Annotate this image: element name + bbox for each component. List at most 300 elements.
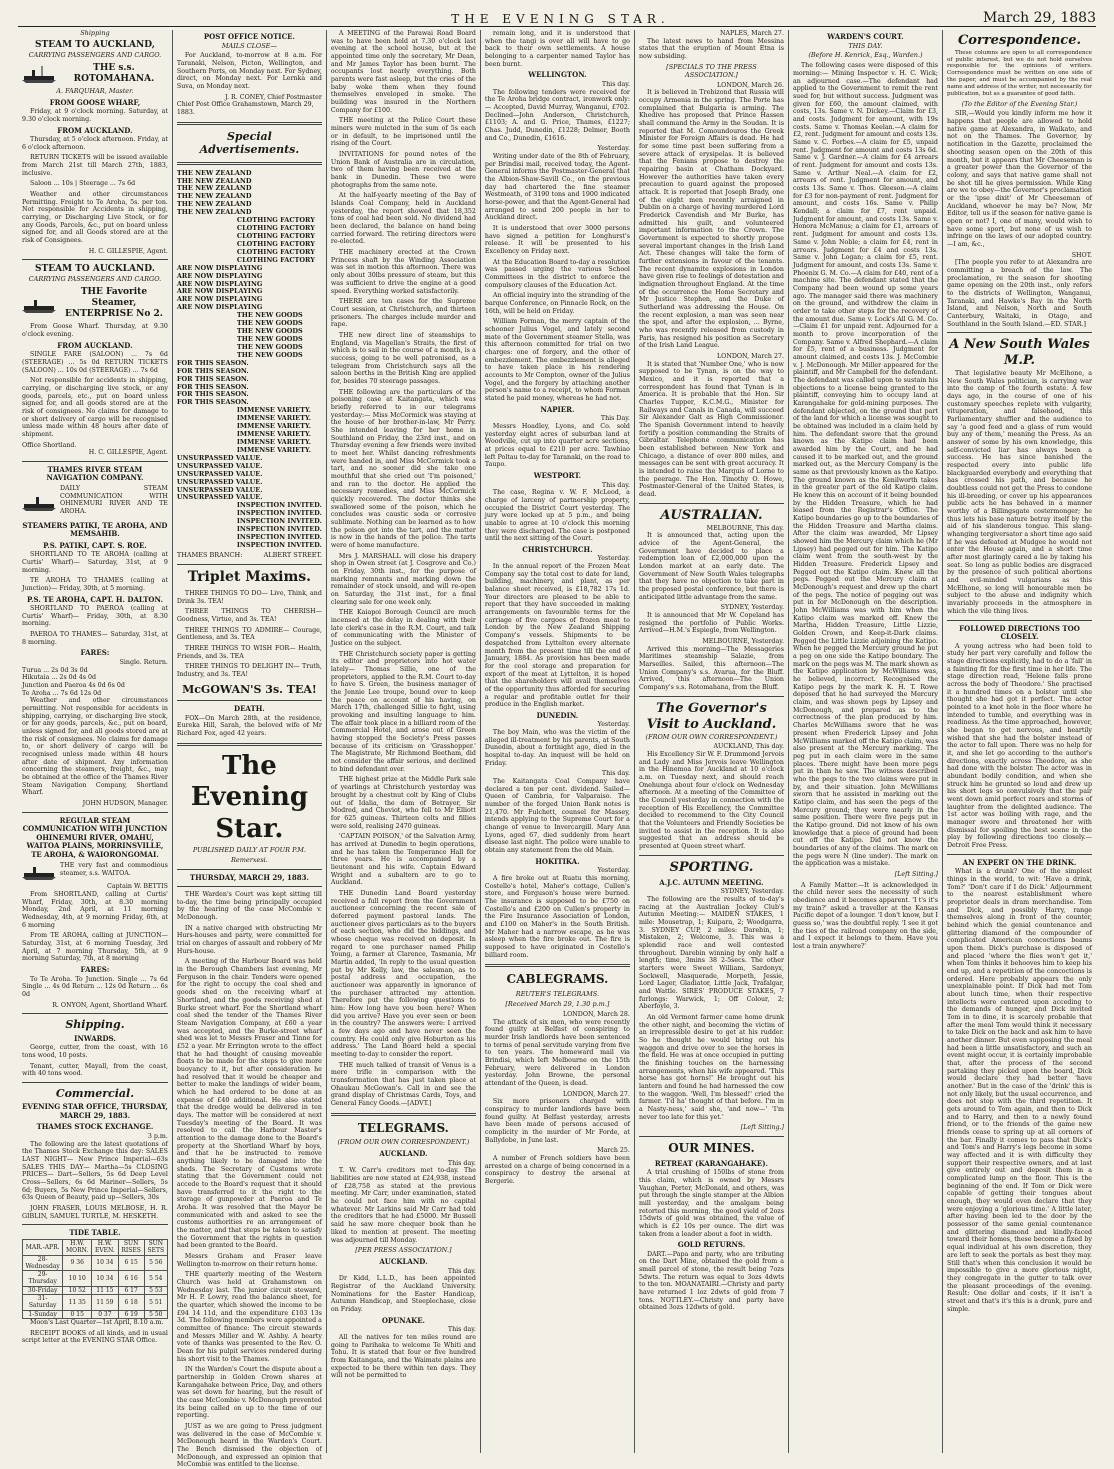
ad-title: THAMES RIVER STEAM NAVIGATION COMPANY. bbox=[46, 464, 144, 483]
triplet-line: THREE THINGS TO WISH FOR— Health, Friends, and 3s. TEA bbox=[176, 644, 322, 660]
clothing-ad bbox=[177, 170, 322, 550]
dateline: WESTPORT. bbox=[533, 471, 582, 480]
dateline: HOKITIKA. bbox=[535, 856, 580, 866]
tide-cell: 1-Sunday bbox=[23, 1310, 63, 1318]
dateline: CHRISTCHURCH. bbox=[522, 544, 593, 554]
ad-line: FOR THIS SEASON. bbox=[176, 366, 249, 375]
news-paragraph: It is believed in Trebizond that Russia will occupy Armenia in the spring. The Porte has complained that Bulgaria is arming. The Khedive has proposed that Prince Hassen shall command the Army in the Soudan. It is reported that M. Comoundouros the Greek Minister for Foreign Affairs is dead. He had for some time past been suffering from a severe attack of erysipelas. It is believed that the Fenians propose to destroy the repairing basin at Chatham Dockyard. However the authorities have taken every precaution to guard against the proposed attack. It is reported that Joseph Brady, one of the eight men recently arraigned in Dublin on a charge of having murdered Lord Frederick Cavendish and Mr Burke, has admitted his guilt, and volunteered important information to the Crown. The Government is expected to shortly propose several important changes in the Irish Land Act. These changes will take the form of further extensions in favour of the tenants. The recent dynamite explosions in London have given rise to feelings of detestation and indignation throughout England. At the time of the occurrence the Home Secretary and Mr Justice Stephen, and the Duke of Sutherland was addressing the House. On the recent explosion, a man was seen near the spot, and after the explosion, ... Byrne, who was recently released from custody in Paris, has resigned his position as Secretary of the Irish Land League. bbox=[638, 89, 784, 350]
tide-cell: 6 19 bbox=[118, 1310, 144, 1318]
notice-text: Not responsible for accidents in shipping, carrying, or discharging live stock, or any goods, parcels, etc., put on board unless signed for, and all goods stored are at the risk of consignees. No claims for damage to or short delivery of cargo will be recognised unless made within 48 hours after date of shipment. bbox=[22, 377, 168, 438]
column-4 bbox=[480, 30, 634, 1453]
exchange-label: THAMES STOCK EXCHANGE. bbox=[36, 1122, 154, 1132]
divider bbox=[177, 700, 322, 701]
shipping-entry: Tenant, cutter, Mayall, from the coast, with 40 tons wood. bbox=[22, 1062, 168, 1078]
ad-line: ARE NOW DISPLAYING bbox=[176, 303, 263, 312]
ad-line: CLOTHING FACTORY bbox=[236, 216, 315, 225]
news-paragraph: Dr Kidd, L.L.D., has been appointed Registrar of the Auckland University. Nominations for the Easter Handicap, Autumn Handicap, and Steeplechase, close on Friday. bbox=[330, 1275, 476, 1313]
news-paragraph: A trial crushing of 150lbs of stone from this claim, which is owned by Messrs Vaughan, Porter, McDonald, and others, was put through the single stamper at the Albion mill yesterday, and the amalgam being retorted this morning, the good yield of 2ozs 15dwts of gold was obtained, the value of which is £2 10s per ounce. The dirt was taken from a leader about a foot in width. bbox=[638, 1169, 784, 1238]
cablegrams-heading: CABLEGRAMS. bbox=[506, 972, 609, 987]
mcgowan-tea: McGOWAN'S 3s. TEA! bbox=[182, 682, 317, 696]
news-paragraph: The following tenders were received for the Te Aroha bridge contract, ironwork only:— Accepted, David Murray, Wanganui, £702. Declined—John Anderson, Christchurch, £1103; A. and G. Price, Thames, £1227; Chas. Judd, Dunedin, £1228; Delmer, Booth and Co., Dunedin, £1616. bbox=[484, 88, 630, 142]
ad-line: THE NEW GOODS bbox=[236, 319, 303, 328]
branch-street: ALBERT STREET. bbox=[263, 550, 322, 559]
ad-line: UNSURPASSED VALUE. bbox=[176, 461, 263, 470]
special-line: [SPECIALS TO THE PRESS ASSOCIATION.] bbox=[666, 62, 757, 79]
news-paragraph: At the half-yearly meeting of the Bay of Islands Coal Company, held in Auckland yesterday, the report showed that 18,352 tons of coal had been sold. No dividend had been declared, the balance on hand being carried forward. The retiring directors were re-elected. bbox=[330, 192, 476, 246]
tide-cell: 0 37 bbox=[92, 1310, 118, 1318]
tide-cell: 5 50 bbox=[144, 1310, 167, 1318]
retreat-title: RETREAT (KARANGAHAKE). bbox=[654, 1158, 768, 1168]
dateline-day: Yesterday. bbox=[597, 721, 630, 729]
dateline-day: This Day. bbox=[600, 415, 630, 423]
divider bbox=[22, 812, 168, 813]
fares-head: Single. Return. bbox=[119, 659, 168, 667]
ad-line: ARE NOW DISPLAYING bbox=[176, 287, 263, 296]
divider bbox=[947, 620, 1092, 621]
tide-cell: 5 54 bbox=[144, 1271, 167, 1287]
ad-line: IMMENSE VARIETY. bbox=[236, 445, 312, 454]
news-paragraph: His Excellency Sir W. F. Drummond Jervois and Lady and Miss Jervois leave Wellington in the Hinemoa for Auckland at 10 o'clock a.m. on Tuesday next, and should reach Onehunga about four o'clock on Wednesday afternoon. At a meeting of the Committee of the Council yesterday in connection with the reception of His Excellency, the Committee decided to recommend to the City Council that the Volunteers and Friendly Societies be invited to assist in the reception. It is also suggested that an address should be presented at Queen street wharf. bbox=[638, 751, 784, 851]
fares-text: To Te Aroha. To Junction. Single ... 7s 6d Single ... 4s 0d Return ... 12s 0d Return ... 6s 0d bbox=[22, 975, 168, 999]
tide-cell: 5 53 bbox=[144, 1286, 167, 1294]
news-paragraph: The latest news to hand from Messina states that the eruption of Mount Etna is now subsiding. bbox=[638, 37, 784, 61]
australian-heading: AUSTRALIAN. bbox=[660, 507, 763, 523]
ad-line: ARE NOW DISPLAYING bbox=[176, 279, 263, 288]
news-paragraph: IN a native charged with obstructing Mr Hurs-houses and party, were committed for trial on charges of assault and robbery of Mr Hurs-house. bbox=[176, 924, 322, 955]
ad-line: CLOTHING FACTORY bbox=[236, 239, 315, 248]
tide-cell: 6 17 bbox=[118, 1286, 144, 1294]
sailing-text: From Goose Wharf. Thursday, at 9.30 o'clock evening. bbox=[22, 323, 168, 338]
fare-row: Junction and Paeroa 4s 0d 6s 0d bbox=[22, 682, 125, 690]
tide-cell: 29-Thursday bbox=[23, 1271, 63, 1287]
news-paragraph: Arrived this morning—The Messageries Maritimes steamship Salazie, from Marseilles. Sailed, this afternoon—The Union Company's s.s. Avarua, for the Bluff. Arrived, this afternoon—The Union Company's s.s. Rotomahana, from the Bluff. bbox=[638, 645, 784, 692]
news-paragraph: The Kaitangata Coal Company have declared a ten per cent. dividend. Sailed—Queen of Cambria, for Valparaiso. The number of the forged Union Bank notes is 21,470. Mr Fulchett, counsel for Massey, intends applying to the Supreme Court for a change of venue to Invercargill. Mary Ann Lyons, aged 67, died suddenly from heart disease last night. The police were unable to obtain any statement from the old Main. bbox=[484, 778, 630, 855]
sailing-text: Thursday, at 5 o'clock afternoon. Friday, at 6 o'clock afternoon. bbox=[22, 136, 168, 151]
ad-title: STEAM TO AUCKLAND. bbox=[35, 264, 155, 275]
postoffice-title: POST OFFICE NOTICE. bbox=[203, 32, 295, 41]
dateline-day: This day. bbox=[447, 1326, 476, 1334]
commercial-heading: Commercial. bbox=[55, 1087, 135, 1100]
fare-row: Te Aroha ... 7s 6d 12s 0d bbox=[22, 689, 102, 697]
correspondence-note: These columns are open to all correspondence of public interest, but we do not hold ourselves responsible for the opinions of writers. Correspondence must be written on one side of the paper, and must be accompanied by the real name and address of the writer, not necessarily for publication, but as a guarantee of good faith. bbox=[946, 49, 1092, 97]
news-paragraph: A number of French soldiers have been arrested on a charge of being concerned in a conspiracy to destroy the arsenal at Bergerie. bbox=[484, 1154, 630, 1185]
news-paragraph: A meeting of the Harbour Board was held in the Borough Chambers last evening, Mr Ferguson in the chair. Tenders were opened for the right to occupy the coal shed and goods shed on the receiving wharf at Shortland, and the goods receiving shed at Burke street wharf. For the Shortland wharf coal shed the tender of the Thames River Steam Navigation Company, at £60 a year was accepted, and the Burke-street wharf shed was let to Messrs Fraser and Tinne for £52 a year. Mr Errington wrote to the effect that he had thought of causing moveable floats to be made for the steps to give more buoyancy to it, but after consideration he had resolved that it would be cheaper and better to make the landings of wider beam, which he had ordered to be done at an expense of £40 additional. He also stated that the dredge would be delivered in ten days. The matter will be considered at next Tuesday's meeting of the Board. It was resolved to call the Harbour Master's attention to the damage done to the Board's property at the Shortland Wharf by boys, and that he be instructed to remove anything likely to be damaged into the sheds. The Secretary of Customs wrote stating that the Government could not accede to the Board's request that it should have transferred to it the right to the storage of gunpowder at Paeroa and Te Aroha. It was resolved that the Mayor be communicated with and asked to see the customs authorities re an arrangement of the matter, and that steps be taken to satisfy the Government that the rights in question had been granted to the Board. bbox=[176, 958, 322, 1250]
tide-header-row bbox=[23, 1239, 168, 1255]
ship-ad bbox=[22, 286, 168, 321]
branch-line bbox=[177, 552, 322, 560]
news-paragraph: A MEETING of the Parawai Road Board was to have been held at 7.30 o'clock last evening at the school house, but at the appointed time only the secretary, Mr Dean, and Mr James Taylor has been burnt. The occupants lost nearly everything. Both parents were fast asleep, but the cries of the baby woke them when they found themselves enveloped in smoke. The building was insured in the Northern Company for £100. bbox=[330, 30, 476, 114]
postoffice-sub: MAILS CLOSE— bbox=[221, 41, 277, 50]
exchange-time: 3 p.m. bbox=[147, 1133, 168, 1140]
shipping-heading: Shipping. bbox=[65, 1018, 125, 1032]
postoffice-sig2: Chief Post Office Grahamstown, March 29, 1883. bbox=[176, 101, 314, 117]
warden-heading: WARDEN'S COURT. bbox=[827, 32, 904, 41]
sailing-text: SHORTLAND TO TE AROHA (calling at Curtis' Wharf)— Saturday, 31st, at 9 morning. bbox=[22, 551, 168, 574]
triplet-line: THREE THINGS TO CHERISH— Goodness, Virtue, and 3s. TEA! bbox=[176, 608, 322, 623]
news-paragraph: Mrs J. MARSHALL will close his drapery shop in Owen street (at J. Cosgrove and Co.) on Friday, 30th inst., for the purpose of marking remnants and marking down the remainder of stock unsold, and will re-open on Saturday, the 31st inst., for a final clearing sale for one week only. bbox=[330, 552, 476, 606]
news-paragraph: THE meeting at the Police Court these miners were mulcted in the sum of 5s each or in default, to be imprisoned until the rising of the Court. bbox=[330, 117, 476, 148]
news-paragraph: The attack of six men, who were recently found guilty at Belfast of conspiring to murder Irish landlords have been sentenced to terms of penal servitude varying from five to ten years. The homeward mail via Brindisi, which left Melbourne on the 15th February, were delivered in London yesterday. John Browne, the personal attendant of the Queen, is dead. bbox=[484, 1018, 630, 1087]
divider bbox=[639, 696, 784, 697]
ad-line: INSPECTION INVITED. bbox=[236, 501, 322, 510]
sailing-text: From TE AROHA, calling at JUNCTION— Saturday, 31st, at 6 morning Tuesday, 3rd April, at 7 morning Thursday, 5th, at 9 morning Saturday, 7th, at 8 morning bbox=[22, 932, 168, 963]
news-paragraph: T. W. Carr's creditors met to-day. The liabilities are now stated at £24,938, instead of £28,758 as stated at the previous meeting. Mr Carr, under examination, stated he could not face him with no capital whatever. Mr Larkins said Mr Carr had told the creditors that he had £5000. Mr Bussell said he saw more chequer book than he liked to mention at present. The meeting was adjourned till Monday. bbox=[330, 1167, 476, 1244]
tide-table bbox=[22, 1239, 168, 1319]
governor-heading: The Governor's Visit to Auckland. bbox=[646, 700, 777, 732]
news-paragraph: THERE are ten cases for the Supreme Court session, at Christchurch, and thirteen prisoners. The charges include murder and rape. bbox=[330, 298, 476, 329]
tide-row bbox=[23, 1310, 168, 1318]
news-paragraph: THE Dunedin Land Board yesterday received a full report from the Government auctioneer concerning the recent sale of deferred payment pastoral lands. The auctioneer gives particulars as to the buyers of each section, who did the biddings, and whose cheque was received on deposit. In regard to one purchaser named Philip Young, a farmer at Clarence, Tasmania, Mr Martin added, 'In reply to the usual question put by Mr Kelly, law, the salesman, as to postal address and occupation, the auctioneer was apparently in ignorance of the purchaser attracted my attention. Therefore put the following questions to him: How long have you been here? When did you arrive? Have you ever seen or been in the country? The answers were: I arrived a few days ago and have never seen the country. He could only give Hoburton as his address.' The Land Board held a special meeting to-day to consider the report. bbox=[330, 889, 476, 1058]
ad-body: DAILY STEAM COMMUNICATION WITH OHINEMURI RIVER AND TE AROHA. bbox=[60, 484, 168, 515]
ad-line: THE NEW GOODS bbox=[236, 335, 303, 343]
press-assoc: [PER PRESS ASSOCIATION.] bbox=[355, 1246, 452, 1255]
ad-line: INSPECTION INVITED. bbox=[236, 509, 322, 518]
ad-line: INSPECTION INVITED. bbox=[236, 540, 322, 549]
news-paragraph: THE Christchurch society paper is getting its editor and proprietors into hot water lately— Thomas Sillie, one of the proprietors, applied to the R.M. Court to-day to have S. Green, the business manager of the Jennie Lee troupe, bound over to keep the peace on account of his having, on March 17th, challenged Sillie to fight, using provoking and insulting language to him. The affair took place in a billiard room of the Commercial Hotel, and arose out of Green having stopped the Society's Press passes because of its criticism on 'Grasshopper.' The Magistrate, Mr Richmond Beetham, did not consider the affair serious, and declined to bind defendant over. bbox=[330, 650, 476, 773]
from-label: FROM GOOSE WHARF, bbox=[49, 97, 141, 107]
divider bbox=[177, 122, 322, 125]
dateline: OPUNAKE. bbox=[381, 1315, 425, 1325]
tide-row bbox=[23, 1271, 168, 1287]
tide-head: SUN RISES bbox=[118, 1239, 144, 1255]
dateline-day: This day. bbox=[447, 1159, 476, 1167]
news-paragraph: A fire broke out at Ruatu this morning, Costello's hotel, Maher's cottage, Cullen's store, and Ferguson's house were burned. The insurance is supposed to be £750 on Costello's and £200 on Cullen's property in the Fire Insurance Association of London, and £100 on Maher's in the South British. Mr Maher had a narrow escape, as he was asleep when the fire broke out. The fire is supposed to have originated in Costello's billiard room. bbox=[484, 875, 630, 959]
news-paragraph: It is understood that over 3000 persons have signed a petition for Longhurst's release. It will be presented to his Excellency on Friday next. bbox=[484, 224, 630, 255]
divider bbox=[177, 886, 322, 887]
news-paragraph: DART.—Papa and party, who are tributing on the Dart Mine, obtained the gold from a small parcel of stone, the result being 7ozs 5dwts. The return was equal to 3ozs 4dwts to the ton. MOANATAIRI.—Christy and party have returned 1 loz 2dwts of gold from 7 tons. NOTTLEY.—Christy and party have obtained 3ozs 12dwts of gold. bbox=[638, 1250, 784, 1312]
column-5 bbox=[634, 30, 788, 1453]
news-paragraph: remain long, and it is understood that when the tangi is over all will have to go back to their own settlements. A house belonging to a carpenter named Taylor has been burnt. bbox=[484, 30, 630, 68]
fares-title: FARES: bbox=[80, 965, 110, 975]
ad-line: THE NEW ZEALAND bbox=[176, 208, 252, 217]
tide-cell: 9 36 bbox=[63, 1255, 92, 1271]
agent-sig: JOHN HUDSON, Manager. bbox=[82, 800, 168, 808]
fares-text: SINGLE FARE (SALOON) ... 7s 6d (STEERAGE) ... 5s 0d RETURN TICKETS (SALOON) ... 10s 0d (STEERAGE) ... 7s 6d bbox=[22, 351, 168, 374]
dateline: MELBOURNE, This day. bbox=[706, 524, 784, 532]
return-text: RETURN TICKETS will be issued available from March 21st till March 27th, 1883, inclusive. bbox=[22, 154, 168, 177]
tide-head: H.W. MORN. bbox=[63, 1239, 92, 1255]
news-paragraph: 'CAPTAIN POISON,' of the Salvation Army, has arrived at Dunedin to begin operations, and he has taken the Temperance Hall for three years. He is accompanied by a lieutenant and his wife. Captain Edward Wright and a subaltern are to go to Auckland. bbox=[330, 833, 476, 887]
divider bbox=[177, 162, 322, 165]
tide-cell: 6 16 bbox=[118, 1271, 144, 1287]
tide-cell: 10 10 bbox=[63, 1271, 92, 1287]
masthead-title: THE EVENING STAR. bbox=[451, 12, 670, 26]
divider bbox=[22, 1082, 168, 1083]
news-paragraph: Six more prisoners charged with conspiracy to murder landlords have been found guilty. At Belfast yesterday, arrests have been made of persons accused of complicity in the murder of Mr Forde, at Ballydobe, in June last. bbox=[484, 1098, 630, 1144]
followed-heading: FOLLOWED DIRECTIONS TOO CLOSELY. bbox=[959, 623, 1080, 642]
news-paragraph: It is announced that Mr W. Copeland has resigned the portfolio of Public Works. Arrived—H.M.'s Espiegle, from Wellington. bbox=[638, 612, 784, 635]
tide-cell: 5 56 bbox=[144, 1255, 167, 1271]
ship-ad bbox=[22, 485, 168, 519]
from-label: FROM AUCKLAND. bbox=[57, 340, 133, 350]
postoffice-sig: J. R. CONEY, Chief Postmaster bbox=[224, 93, 322, 101]
divider bbox=[22, 461, 168, 462]
steamers-label: STEAMERS PATIKI, TE AROHA, AND MEMSAHIB. bbox=[22, 520, 168, 539]
governor-sub: (FROM OUR OWN CORRESPONDENT.) bbox=[645, 732, 778, 741]
news-paragraph: THE new direct line of steamships to England, via Magellan's Straits, the first of which is to sail in the course of a month, is a success, going to be well patronised, as a telegram from Christchurch says all the saloon berths in the British King are applied for, besides 70 steerage passages. bbox=[330, 331, 476, 385]
news-paragraph: Writing under date of the 8th of February, per Brindisi mail, received today, the Agent-General informs the Postmaster-General that the Albion-Shaw-Savill Co., on the previous day had chartered the fine steamer Westmeath, of 3190 tons and 1900 indicated horse-power, and that the Agent-General had arranged to send 200 people in her to Auckland direct. bbox=[484, 152, 630, 222]
divider bbox=[177, 869, 322, 870]
column-1 bbox=[18, 30, 172, 1453]
triplet-line: THREE THINGS TO DO— Live, Think, and Drink 3s. TEA! bbox=[176, 589, 322, 605]
dateline-day: This day. bbox=[601, 80, 630, 88]
receipt-ad: RECEIPT BOOKS of all kinds, and in usual script letter at the EVENING STAR Office. bbox=[22, 1329, 168, 1345]
left-sitting: [Left Sitting.] bbox=[894, 870, 938, 878]
exchange-body: The following are the latest quotations of the Thames Stock Exchange this day: SALES LAST NIGHT— New Prince Imperial—63s SALES THIS DAY— Martha—5s CLOSING PRICES— Dart—Sellers, 5s 6d Deep Level Cross—Sellers, 6s 6d Mariner—Sellers, 5s 6d; Buyers, 5s New Prince Imperial—Sellers, 63s Queen of Beauty, paid up—Sellers, 30s bbox=[22, 1140, 168, 1202]
dateline-day: This day. bbox=[601, 481, 630, 489]
ad-line: THE NEW ZEALAND bbox=[176, 184, 252, 193]
masthead bbox=[18, 6, 1096, 27]
column-2 bbox=[172, 30, 326, 1469]
published-line: PUBLISHED DAILY AT FOUR P.M. bbox=[192, 845, 306, 854]
ad-line: THE NEW GOODS bbox=[236, 327, 303, 336]
tide-cell: 11 35 bbox=[63, 1295, 92, 1311]
tide-cell: 6 18 bbox=[118, 1295, 144, 1311]
warden-before: (Before H. Kenrick, Esq., Warden.) bbox=[808, 51, 923, 60]
dateline: LONDON, March 27. bbox=[562, 1090, 630, 1098]
divider bbox=[22, 1013, 168, 1014]
to-editor: (To the Editor of the Evening Star.) bbox=[961, 99, 1078, 108]
dateline: AUCKLAND. bbox=[379, 1149, 428, 1159]
ad-line: INSPECTION INVITED. bbox=[236, 517, 322, 526]
ad-line: FOR THIS SEASON. bbox=[176, 382, 249, 391]
ad-line: ARE NOW DISPLAYING bbox=[176, 295, 263, 304]
ad-line: FOR THIS SEASON. bbox=[176, 374, 249, 383]
divider bbox=[947, 332, 1092, 333]
steamship-icon bbox=[22, 861, 56, 881]
divider bbox=[639, 855, 784, 856]
news-paragraph: An old Vermont farmer came home drunk the other night, and becoming the victim of an irrepressible desire to get at his rudder. So he thought he would bring out his waggon and drive over to see the horses in the field. He was at once occupied in putting the finishing touches on the harnessing arrangements, when his wife appeared. 'This horse has got horns!' He brought out his lantern and found he had harnessed the cow to the waggon. 'Well, I'm blessed!' cried the farmer. 'I'd ha' thought of that before. I'm in a Nasty-ness,' said she, 'and now—' 'I'm never too late for this yet.' bbox=[638, 1013, 784, 1121]
news-paragraph: The case, Regina v. W. F. McLeod, a charge of larceny of partnership property, occupied the District Court yesterday. The jury were locked up at 5 p.m., and being unable to agree at 10 o'clock this morning they were discharged. The case is postponed until the next sitting of the Court. bbox=[484, 489, 630, 543]
tide-cell: 28-Wednesday bbox=[23, 1255, 63, 1271]
ad-line: CLOTHING FACTORY bbox=[236, 247, 315, 256]
column-7 bbox=[942, 30, 1096, 1453]
news-paragraph: The boy Main, who was the victim of the alleged ill-treatment by his parents, at South Dunedin, about a fortnight ago, died in the hospital to-day. An inquest will be held on Friday. bbox=[484, 729, 630, 767]
news-paragraph: THE machinery erected at the Crown Princess shaft by the Winding Association was set in motion this afternoon. There was only about 30lbs pressure of steam, but this was sufficient to drive the engine at a good speed. Everything worked satisfactorily. bbox=[330, 249, 476, 295]
ad-line: INSPECTION INVITED. bbox=[236, 525, 322, 534]
issue-date: THURSDAY, MARCH 29, 1883. bbox=[189, 872, 309, 882]
telegrams-sub: (FROM OUR OWN CORRESPONDENT.) bbox=[337, 1138, 470, 1147]
dateline-day: Yesterday. bbox=[597, 867, 630, 875]
ship-name: THE Favorite Steamer, ENTERPRISE No 2. bbox=[65, 287, 163, 320]
returns-title: GOLD RETURNS. bbox=[677, 1240, 746, 1250]
news-paragraph: Messrs Graham and Fraser leave Wellington to-morrow on their return home. bbox=[176, 1253, 322, 1268]
received-line: [Received March 29, 1.30 p.m.] bbox=[505, 999, 610, 1008]
steamship-icon bbox=[22, 294, 56, 314]
tide-cell: 10 34 bbox=[92, 1271, 118, 1287]
ad-line: CLOTHING FACTORY bbox=[236, 232, 315, 241]
triplet-line: THREE THINGS TO ADMIRE— Courage, Gentleness, and 3s. TEA bbox=[176, 626, 322, 642]
dateline: DUNEDIN. bbox=[536, 710, 579, 720]
ad-line: CLOTHING FACTORY bbox=[236, 224, 315, 233]
dateline-day: This day. bbox=[447, 1267, 476, 1275]
news-paragraph: IN the Warden's Court the dispute about a partnership in Golden Crown shares at Karangahake between Price, Day, and others was set down for hearing, but the result of the case McCombie v. McDonough prevented its being called on up to the time of our reporting. bbox=[176, 1366, 322, 1420]
ship-name: THE very fast and commodious steamer, s.s. WAITOA. bbox=[60, 862, 168, 877]
from-label: FROM AUCKLAND. bbox=[57, 125, 133, 135]
news-paragraph: THE Kaiapoi Borough Council are much incensed at the delay in dealing with their late clerk's case in the R.M. Court, and talk of communicating with the Minister of Justice on the subject. bbox=[330, 609, 476, 648]
ad-line: IMMENSE VARIETY. bbox=[236, 437, 312, 446]
news-paragraph: A Family Matter.—It is acknowledged in the child never sees the necessity of such obedience and it becomes apparent. 'I t's it's my train?' asked a traveller at the Kansas Pacific depot of a lounger. 'I don't know, but I guess so,' was the doubtful reply. 'I see it got the ties of the railroad company on the side, and I expect it belongs to them. Have you lost a train anywhere?' bbox=[792, 881, 938, 950]
dateline: March 25. bbox=[597, 1147, 630, 1155]
sailing-text: SHORTLAND TO PAEROA (calling at Curtis' Wharf)— Friday, 30th, at 8.30 morning. bbox=[22, 605, 168, 628]
ad-line: THE NEW ZEALAND bbox=[176, 192, 252, 201]
sailing-text: Friday, at 9 o'clock morning. Saturday, at 9.30 o'clock morning. bbox=[22, 108, 168, 123]
postoffice-body: For Auckland, to-morrow at 8 a.m. For Taranaki, Nelson, Picton, Wellington, and Southern Ports, on Monday next. For Sydney, direct, on Monday next. For Lernka and Suva, on Monday next. bbox=[176, 52, 322, 91]
news-paragraph: That legislative beauty Mr McElhone, a New South Wales politician, is carrying war into the camp of the fourth estate. A few days ago, in the course of one of his customary speeches replete with vulgarity, vituperation, and falsehood, this Parliamentary shuffler and the audience to say 'a good feed and a glass of rum would buy any of them,' meaning the Press. As an answer of some by his own knowledge, this self-convicted liar has always been a success. He has since banished the respected every into public life blackguarded everybody and everything that has crossed his path, and because he doubtless could not get the Press to condone his ill-breeding, or cover up his appearances public acts he has behaved in a manner worthy of a Billingsgate costermonger; he thus lets his base nature betray itself by the aid of his slanderous tongue. This slang-whanging tergiversator a short time ago said if he was defeated at Mudgee he would not enter the House again, and a short time after most glaringly cared a lie by taking his seat. So long as public bodies are disgraced by the presence of such political abortions and evil-minded vulgarians as this McElhone, so long will honourable men be subject to the abuse and indignity which invariably proceeds in the atmosphere in which the vile thing lives. bbox=[946, 370, 1092, 615]
ship-master: A. FARQUHAR, Master. bbox=[56, 86, 134, 95]
ad-line: UNSURPASSED VALUE. bbox=[176, 469, 263, 478]
news-paragraph: At the Education Board to-day a resolution was passed urging the various School Committees in the district to enforce the compulsory clauses of the Education Act. bbox=[484, 258, 630, 289]
news-paragraph: THE highest prize at the Middle Park sale of yearlings at Christchurch yesterday was brought by a chestnut colt by King of Clubs out of Idalia, the dam of Betrayer, Sir Modred, and Cheviot, who fell to Mr Elliott for 625 guineas. Thirteen colts and fillies were sold, realising 2470 guineas. bbox=[330, 776, 476, 830]
ship-ad bbox=[22, 861, 168, 881]
ad-line: THE NEW ZEALAND bbox=[176, 168, 252, 177]
sailing-text: PAEROA TO THAMES— Saturday, 31st, at 8 morning. bbox=[22, 631, 168, 646]
divider bbox=[177, 743, 322, 746]
special-ads-heading: Special Advertisements. bbox=[199, 129, 300, 157]
ad-line: IMMENSE VARIETY. bbox=[236, 406, 312, 415]
news-paragraph: It is announced that, acting upon the advice of the Agent-General, the Government have decided to place a redemption loan of £2,000,000 upon the London market at an early date. The Government of New South Wales telegraphs that they have no objection to take part in the proposed postal conference, but there is anticipated little advantage from the same. bbox=[638, 532, 784, 601]
fares-list bbox=[22, 667, 168, 698]
tide-title: TIDE TABLE. bbox=[69, 1228, 121, 1238]
letter-sig: SHOT. bbox=[1071, 251, 1092, 259]
death-title: DEATH. bbox=[234, 704, 265, 714]
tide-head: H.W. EVEN. bbox=[92, 1239, 118, 1255]
ad-title: STEAM TO AUCKLAND, bbox=[35, 39, 155, 50]
news-paragraph: It is stated that 'Number One,' who is now supposed to be Tynan, is on the way to Mexico, and it is reported that a correspondent has found that Tynan is in America. It is probable that the Hon. Sir Charles Tupper, K.C.M.G., Minister for Railways and Canals in Canada, will succeed Sir Alexander Galt as High Commissioner. The Spanish Government intend to heavily fortify a position commanding the Straits of Gibraltar. Telephone communication has been established between New York and Chicago, a distance of over 800 miles, and messages can be sent with great accuracy. It is intended to raise the Marquis of Lorne to the peerage. The Hon. Timothy O. Howe, Postmaster-General of the United States, is dead. bbox=[638, 360, 784, 499]
divider bbox=[947, 854, 1092, 855]
inwards-label: INWARDS. bbox=[74, 1033, 116, 1043]
ad-line: ARE NOW DISPLAYING bbox=[176, 263, 263, 272]
warden-day: THIS DAY. bbox=[848, 41, 883, 50]
news-paragraph: THE Warden's Court was kept sitting till to-day, the time being principally occupied by the hearing of the case McCombie v. McDonough. bbox=[176, 891, 322, 922]
ad-line: THE NEW ZEALAND bbox=[176, 176, 252, 185]
ship-name: THE s.s. ROTOMAHANA. bbox=[73, 62, 155, 84]
triplet-line: THREE THINGS TO DELIGHT IN— Truth, Industry, and 3s. TEA! bbox=[176, 663, 322, 678]
nsw-heading: A New South Wales M.P. bbox=[949, 337, 1090, 369]
ad-subtitle: CARRYING PASSENGERS AND CARGO. bbox=[28, 275, 162, 284]
tide-cell: 10 34 bbox=[92, 1255, 118, 1271]
steamship-icon bbox=[22, 492, 56, 512]
editor-note: [The people you refer to at Alexandra are committing a breach of the law. The proclamation, re the season for shooting game opening on the 20th inst., only refers to the districts of Wellington, Wanganui, Taranaki, and Hawke's Bay in the North Island, and Nelson, North and South Canterbury, Waitaki, in Otago, and Southland in the South Island.—ED. STAR.] bbox=[946, 259, 1092, 328]
ad-line: UNSURPASSED VALUE. bbox=[176, 453, 263, 462]
divider bbox=[331, 1113, 476, 1116]
steamship-icon bbox=[22, 64, 56, 84]
ad-line: THE NEW GOODS bbox=[236, 311, 303, 320]
agent-sig: R. ONYON, Agent, Shortland Wharf. bbox=[52, 1001, 168, 1009]
notice-text: Weather and other circumstances Permitting. Freight to Te Aroha, 5s. per ton. Not responsible for Accidents in shipping, carrying, or Discharging Live Stock, or for any Goods, Parcels, &c., put on board unless signed for, and all Goods stored are at the risk of Consignees. bbox=[22, 191, 168, 245]
ad-line: UNSURPASSED VALUE. bbox=[176, 493, 263, 502]
news-paragraph: All the natives for ten miles round are going to Parihaka to welcome Te Whiti and Tohu. It is stated that four or five hundred from Kaitangata, and the Waimate plains are expected to be there within ten days. They will not be permitted to bbox=[330, 1333, 476, 1380]
dateline: NAPLES, March 27. bbox=[719, 30, 784, 37]
letter-body: SIR,—Would you kindly inform me how it happens that people are allowed to hold native game at Alexandra, in Waikato, and not on the Thames. The Governor, by notification in the Gazette, proclaimed the shooting season open on the 20th of this month, but it appears that Mr Cheeseman is a greater power than the Governor of the colony, and says that native game shall not be shot till he gives permission. While King are we to obey—the Governor's proclamation or the 'ipse dixit' of Mr Cheeseman of Auckland, whoever he may be? Now, Mr Editor, tell us if the season for native game is open or not? I, one of many, would wish to have some sport, but none of us wish to infringe on the laws of our adopted country.—I am, &c., bbox=[946, 110, 1092, 248]
news-paragraph: What is a drunk? One of the simplest things in the world, to wit: 'Have a drink, Tom?' 'Don't care if I do Dick.' Adjournment to the nearest establishment where proprietor deals in dram merchandise. Tom and Dick, and possibly Harry, range themselves along in front of the counter, behind which the genial countenance and glittering diamond of the compounder of complicated American concoctions beams upon them. Dick's purchase is disposed of and placed 'where the flies won't get it,' when Tom thinks it behooves him to keep his end up, and a repetition of the concoctions is ordered. Here probably appears the only unexplainable point. If Dick had met Tom about lunch time, when their respective intellects were centered upon acceding to the demands of hunger, and Dick invited Tom in to dine, it is scarcely probable that after the meal Tom would think it necessary to take Dick on the back and ask him to have another dinner. But even supposing the meal had been a little unsatisfactory, and such an event might occur, it is certainly improbable that, after the process of the second partaking they picked upon the board, Dick would declare they had better 'have another.' But in the case of the 'drink' this is not only likely, but the usual occurrence, and does not stop with the third repetition. It gets around to Tom again, and then to Dick and to Harry, and then to a newly found friend, or to the friends of the game new friends cease to spring up at all corners of the bar. Finally it comes to pass that Dick's and Tom's and Harry's legs become in some way affected and it is with difficulty they support their respective owners, and at last give entirely out and deposit them in a complicated lump on the floor. This is the beginning of the end. If Tom or Dick were capable of getting their tongues about enough, they would even declare that they were enjoying a 'glorious time.' A little later, after having been led to the door by the possessor of the same genial countenance and glittering diamond and kindly-faced toward their homes, these become a fixed by equal individual at his own discretion, they are left to seek the portals as best they may. Still that's when this conclusion it would be impossible to give a more glorious night, they congregate in the gutter to talk over the pleasant proceedings of the evening. Result: One dollar and costs, if it isn't a street and that's it's this is a drunk, pure and simple. bbox=[946, 868, 1092, 1313]
death-body: FOX—On March 28th, at the residence, Eureka Hill, Sarah, the beloved wife of Mr Richard Fox, aged 42 years. bbox=[176, 714, 322, 737]
ajc-title: A.J.C. AUTUMN MEETING. bbox=[659, 877, 764, 887]
shipping-entry: George, cutter, from the coast, with 16 tons wood, 10 posts. bbox=[22, 1044, 168, 1059]
ad-line: UNSURPASSED VALUE. bbox=[176, 485, 263, 494]
dateline-day: Yesterday. bbox=[597, 555, 630, 563]
expert-heading: AN EXPERT ON THE DRINK. bbox=[962, 857, 1077, 867]
dateline-day: Yesterday. bbox=[597, 145, 630, 153]
moon-text: Moon's Last Quarter—1st April, 8.10 a.m. bbox=[30, 1319, 164, 1327]
dateline: AUCKLAND, This day. bbox=[713, 743, 784, 751]
sporting-heading: SPORTING. bbox=[669, 859, 754, 875]
news-paragraph: JUST as we are going to Press judgment was delivered in the case of McCombie v. McDonough heard in the Warden's Court. The Bench dismissed the objection of McDonough, and expressed an opinion that McCombie was entitled to the license. bbox=[176, 1423, 322, 1469]
tide-cell: 5 51 bbox=[144, 1295, 167, 1311]
ad-line: FOR THIS SEASON. bbox=[176, 390, 249, 399]
evening-star-title: The Evening Star. bbox=[190, 750, 309, 844]
ad-line: CLOTHING FACTORY bbox=[236, 255, 315, 264]
dateline: AUCKLAND. bbox=[379, 1257, 428, 1267]
ad-line: THE NEW ZEALAND bbox=[176, 200, 252, 209]
ad-line: IMMENSE VARIETY. bbox=[236, 414, 312, 423]
telegrams-heading: TELEGRAMS. bbox=[357, 1120, 449, 1135]
office-text: Office Shortland. bbox=[22, 441, 77, 449]
tide-cell: 31-Saturday bbox=[23, 1295, 63, 1311]
tide-cell: 10 52 bbox=[63, 1286, 92, 1294]
ad-line: THE NEW GOODS bbox=[236, 342, 303, 351]
ad-line: ARE NOW DISPLAYING bbox=[176, 271, 263, 280]
ad-line: IMMENSE VARIETY. bbox=[236, 430, 312, 439]
dateline: SYDNEY, Yesterday. bbox=[720, 604, 784, 612]
dateline: NAPIER. bbox=[540, 404, 575, 414]
dateline: MELBOURNE, Yesterday. bbox=[702, 638, 784, 646]
news-paragraph: In the annual report of the Frozen Meat Company say the total cost to date for land, building, machinery, and plant, as per balance sheet received, is £18,782 17s 1d. Your directors are pleased to be able to report that they have succeeded in making arrangements on favourable terms for the carriage of five cargoes of frozen meat to London by the New Zealand Shipping Company's vessels. Shipments to be despatched from Lyttelton every alternate month from the present time till the end of January, 1884. As provision has been made for the cool storage and preparation for export of the meat at Lyttelton, it is hoped that the shareholders will avail themselves of the opportunity thus afforded for securing a regular and profitable outlet for their produce in the English market. bbox=[484, 563, 630, 709]
section-shipping: Shipping bbox=[80, 29, 110, 37]
dateline: LONDON, March 27. bbox=[716, 353, 784, 361]
news-paragraph: THE following are the particulars of the poisoning case at Kaitangata, which was briefly referred to in our telegrams yesterday:— Miss McCormick was staying at the house of her brother-in-law, Mr Perry. She intended leaving for her home in Southland on Friday, the 23rd inst., and on Thursday evening a few friends were invited to meet her. Whilst dancing refreshments were handed in, and Miss McCormick took a tart, and no sooner did she take one mouthful that she cried out 'I'm poisoned,' and ran to the doctor. He applied the necessary remedies, and Miss McCormick quickly recovered. The doctor thinks she swallowed some of the poison, which he concludes was caustic soda or corrosive sublimate. Nothing can be learned as to how the poison got into the tart, and the matter is now in the hands of the police. The tarts were of home manufacture. bbox=[330, 388, 476, 549]
triplet-title: Triplet Maxims. bbox=[187, 568, 312, 585]
tide-cell: 11 59 bbox=[92, 1295, 118, 1311]
sailing-text: TE AROHA TO THAMES (calling at Junction)— Friday, 30th, at 5 morning. bbox=[22, 577, 168, 592]
column-3 bbox=[326, 30, 480, 1453]
news-paragraph: William Forman, the merry captain of the schooner Julius Vogel, and lately second mate of the Government steamer Stella, was this afternoon committed for trial on two charges: one of forgery, and the other of embezzlement. The embezzlement is alleged to have taken place in his rendering accounts to Mr Compton, owner of the Julius Vogel, and the forgery by attaching another person's name to a receipt, to whom Forman stated he paid money, whereas he had not. bbox=[484, 318, 630, 403]
news-paragraph: The following cases were disposed of this morning:— Mining Inspector v. H. C. Wick; an adjourned case.—The defendant had applied to the Government to remit the rent sued for, but without success. Judgment was given for £60, the amount claimed, with costs, 13s. Same v. N. Dickey.—Claim for £3, and costs. Judgment for amount, with 19s costs. Same v. Thomas Keelan.—A claim for £2, rent. Judgment for amount and costs 13s. Same v. C. Forbes.—A claim for £5, unpaid rent. Judgment for amount and costs 13s 6d. Same v. J. Gardner.—A claim for £4 arrears of rent. Judgment for amount and costs 13s. Same v. Arthur Neal.—A claim for £2, arrears of rent. Judgment for amount, and costs 13s. Same v. Thos. Gleeson.—A claim for £3 for non-payment of rent. Judgment for amount, and costs 16s. Same v. Philip Kendall; a claim for £7, rent unpaid. Judgment for amount, and costs 13s. Same v. Honora McManus; a claim for £1, arrears of rent. Judgment for amount and costs 13s. Same v. John Noble; a claim for £4, rent in arrears. Judgment for £4 and costs 13s. Same v. John Logan; a claim for £5, rent. Judgment for amount, and costs 13s. Same v. Phoenix G. M. Co.—A claim for £40, rent of a machine site. The defendant stated that the Company had been wound up some years ago. The manager said there was machinery on the ground, and withdrew the claim in order to take other steps for the recovery of the amount due. Same v. Lock's All G. M. Co.—Claim £1 for unpaid rent. Adjourned for a month to prove incorporation of the Company. Same v. Alfred Shephard.—A claim for £5, rent of a business. Judgment for amount claimed, and costs 13s. J. McCombie v. J. McDonough. Mr Miller appeared for the plaintiff, and Mr Campbell for the defendant. The defendant was called upon to sustain his objections to a license being granted to the plaintiff, conveying him to occupy land at Karangahake for gold-mining purposes. The defendant objected, on the ground that part of the land for which a license was sought to be obtained was included in a claim held by him. The defendant swore that the ground known as the Katipo claim had been awarded him by the Court, and he had caused it to be marked out, and the ground marked out, as the Mercury Company is the same as that previously known as the Katipo. The ground known as the Kenilworth takes in the greater part of the old Katipo claim. He knew this on account of it being bounded by the Hidden Treasure, which he had leased from the Registrar's Office. The Katipo boundaries go up to the boundaries of the Hidden Treasure and Martha claims. After the claim was awarded, Mr Lipsey showed him the Mercury claim which he (Mr Lipsey) had pegged out for him. The Katipo claim went from the south-west by the Hidden Treasure. Frederick Lipsey and Pegged out the Katipo claim. Knew all the pegs. Pegged out the Mercury claim at McDonough's request and drew up the chart of the pegs. The notice of pegging out was put in for McDonough on the description. John McWilliams was with him when the Katipo claim was marked off. Knew the Martha, Hidden Treasure, Little Lizzie, Golden Crown, and Keep-it-Dark claims. Pegged the Little Lizzie adjoining the Katipo. When he pegged the Mercury ground he put a peg on one side the Katipo boundary. The mark on the pegs was M. The mark shown as the Katipo application by McWilliams was, he believed, incorrect. Recognised the Katipo pegs by the mark K. H. T. Rowe deposed that he had surveyed the Mercury claim, and was shown pegs by Lipsey and McDonough, and prepared as to the correctness of the plan produced by him. Charles McWilliams swore that he was present when Frederick Lipsey and John McWilliams marked off the Katipo claim, was also present at the Mercury marking. The peg put in each claim were in the same places. There might have been more pegs put in than he saw. The witness described who the pegs to the two claims were put in by, and their situation. John McWilliams sworn that he assisted in marking out the Katipo claim, and has seen the pegs of the Mercury ground; they were nearly in the same position. There were five pegs put in the Katipo ground. Did not know of his own knowledge that a piece of ground had been cut off the Katipo. Did not know the boundaries of any of the claims. The mark on the pegs were N (line under). The mark on the application was a mistake. bbox=[792, 62, 938, 868]
fare-row: Turua ... 2s 0d 3s 0d bbox=[22, 666, 88, 674]
divider bbox=[22, 259, 168, 260]
dateline-day: This day. bbox=[601, 770, 630, 778]
mines-heading: OUR MINES. bbox=[668, 1141, 755, 1156]
ps-label: P.S. TE AROHA, CAPT. H. DALTON. bbox=[26, 594, 163, 604]
reuter-sub: REUTER'S TELEGRAMS. bbox=[515, 990, 600, 999]
dateline: LONDON, March 26. bbox=[716, 81, 784, 89]
divider bbox=[177, 564, 322, 565]
left-sitting: [Left Sitting.] bbox=[740, 1124, 784, 1132]
news-paragraph: Messrs Hoadley, Lyons, and Co. sold yesterday eight acres of suburban land at Woodville, cut up into quarter acre sections, at prices equal to £210 per acre. Tawhiao left Poltau to-day for Taranaki, on the road to Taupo. bbox=[484, 422, 630, 469]
motto: Remerxesi. bbox=[230, 855, 268, 864]
notice-text: Weather and other circumstances permitting. Not responsible for accidents in shipping, carrying, or discharging live stock, or for any goods, parcels, &c., put on board, unless signed for, and all goods stored are at the risk of consignees. No claims for damage to, or short delivery of cargo will be recognised unless made within 48 hours after date of shipment. Any information concerning the steamers, freight, &c., may be obtained at the office of the Thames River Steam Navigation Company, Shortland Wharf. bbox=[22, 697, 168, 797]
news-paragraph: A young actress who had been told to study her part very carefully and follow the stage directions explicitly, had to do a 'fall' in a fainting fit for the first time in her life. The stage direction read, 'Helene falls prone across the body of Theodore.' She practised it a hundred times on a bolster until she thought she had got it perfect. The actor pointed to a knot hole in the floor where he intended to tumble, and everything was in readiness. As the time approached, however, she began to get nervous, and heartily wished that she had the bolster instead of the actor to fall upon. There was no help for it, and she let go according to the author's directions, exactly across Theodore, as she had done with the bolster. The actor was in abundant bodily condition, and when she struck him he grunted so loud and drew up his short legs so convulsively that the pair went down amid perfect roars and storms of laughter from the delighted audience. The 1st actor was boiling with rage, and the manager swore and threatened her with dismissal for spoiling the best scene in the play by following directions too closely.—Detroit Free Press. bbox=[946, 642, 1092, 850]
news-paragraph: THE quarterly meeting of the Western Church was held at Grahamstown on Wednesday last. The junior circuit steward, Mr H. P. Lowry, read the balance sheet, for the quarter, which showed the income to be £94 14 11d, and the expenditure £103 13s 3d. The following members were appointed a committee of finance: The circuit stewards and Messrs Miller and W. Ashby. A hearty vote of thanks was presented to the Rev. O. Dean for his pulpit services rendered during his short visit to the Thames. bbox=[176, 1271, 322, 1363]
fares-text: Saloon ... 10s | Steerage ... 7s 6d bbox=[30, 180, 136, 188]
branch-label: THAMES BRANCH: bbox=[176, 550, 243, 559]
captain-text: Captain W. BETTIS bbox=[107, 883, 168, 891]
ad-line: FOR THIS SEASON. bbox=[176, 358, 249, 367]
ad-line: FOR THIS SEASON. bbox=[176, 398, 249, 407]
dateline: SYDNEY, Yesterday. bbox=[720, 888, 784, 896]
dateline: WELLINGTON. bbox=[528, 70, 587, 80]
masthead-date: March 29, 1883 bbox=[982, 10, 1096, 26]
tide-cell: 11 15 bbox=[92, 1286, 118, 1294]
tide-row bbox=[23, 1255, 168, 1271]
office-label: EVENING STAR OFFICE, THURSDAY, MARCH 29, 1883. bbox=[22, 1102, 168, 1120]
news-paragraph: An official inquiry into the stranding of the barque Conference, on Pinnacle Rock, on the 16th, will be held on Friday. bbox=[484, 292, 630, 315]
tide-row bbox=[23, 1295, 168, 1311]
divider bbox=[485, 964, 630, 967]
ad-line: THE NEW GOODS bbox=[236, 350, 303, 359]
divider bbox=[639, 503, 784, 504]
agent-sig: H. C. GILLESPIE, Agent. bbox=[88, 247, 168, 255]
